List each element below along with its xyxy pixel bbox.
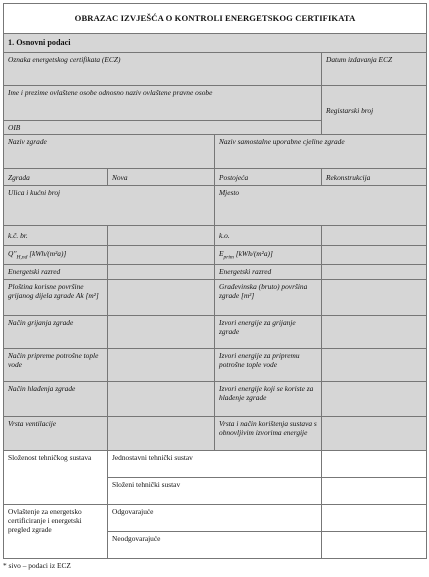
energy-class-label-left: Energetski razred bbox=[4, 265, 108, 279]
heating-energy-need-label: $Q''_{H,nd}$ [kWh/(m²a)] bbox=[4, 246, 108, 265]
cooling-sources-label: Izvori energije koji se koriste za hlađenje zgrade bbox=[215, 381, 322, 416]
energy-class-value-right[interactable] bbox=[322, 265, 427, 279]
option-inadequate[interactable]: Neodgovarajuće bbox=[108, 531, 322, 558]
complex-system-check[interactable] bbox=[322, 477, 427, 504]
inadequate-check[interactable] bbox=[322, 531, 427, 558]
hot-water-sources-value[interactable] bbox=[322, 348, 427, 381]
option-simple-system[interactable]: Jednostavni tehnički sustav bbox=[108, 450, 322, 477]
form-title: OBRAZAC IZVJEŠĆA O KONTROLI ENERGETSKOG CERTIFIKATA bbox=[4, 4, 427, 34]
heating-method-label: Način grijanja zgrade bbox=[4, 315, 108, 348]
option-existing-building[interactable]: Postojeća bbox=[215, 169, 322, 186]
registry-number-field[interactable]: Registarski broj bbox=[322, 86, 427, 135]
cadastral-municipality-value[interactable] bbox=[322, 226, 427, 246]
cadastral-municipality-label: k.o. bbox=[215, 226, 322, 246]
cooling-method-value[interactable] bbox=[108, 381, 215, 416]
authorization-label: Ovlaštenje za energetsko certificiranje i energetski pregled zgrade bbox=[4, 504, 108, 558]
cadastral-parcel-label: k.č. br. bbox=[4, 226, 108, 246]
hot-water-sources-label: Izvori energije za pripremu potrošne tople vode bbox=[215, 348, 322, 381]
footnote: * sivo – podaci iz ECZ bbox=[3, 560, 71, 570]
option-complex-system[interactable]: Složeni tehnički sustav bbox=[108, 477, 322, 504]
gross-area-label: Građevinska (bruto) površina zgrade [m²] bbox=[215, 279, 322, 315]
issue-date-field[interactable]: Datum izdavanja ECZ bbox=[322, 53, 427, 86]
system-complexity-label: Složenost tehničkog sustava bbox=[4, 450, 108, 504]
renewable-systems-value[interactable] bbox=[322, 416, 427, 450]
useful-area-value[interactable] bbox=[108, 279, 215, 315]
street-address-field[interactable]: Ulica i kućni broj bbox=[4, 186, 215, 226]
heating-method-value[interactable] bbox=[108, 315, 215, 348]
ventilation-type-label: Vrsta ventilacije bbox=[4, 416, 108, 450]
cooling-sources-value[interactable] bbox=[322, 381, 427, 416]
useful-area-label: Ploština korisne površine grijanog dijela zgrade Ak [m²] bbox=[4, 279, 108, 315]
unit-name-field[interactable]: Naziv samostalne uporabne cjeline zgrade bbox=[215, 135, 427, 169]
energy-class-label-right: Energetski razred bbox=[215, 265, 322, 279]
hot-water-method-value[interactable] bbox=[108, 348, 215, 381]
option-reconstruction[interactable]: Rekonstrukcija bbox=[322, 169, 427, 186]
report-form-table bbox=[3, 3, 427, 559]
cadastral-parcel-value[interactable] bbox=[108, 226, 215, 246]
heating-energy-sources-label: Izvori energije za grijanje zgrade bbox=[215, 315, 322, 348]
certificate-label-field[interactable]: Oznaka energetskog certifikata (ECZ) bbox=[4, 53, 322, 86]
primary-energy-value[interactable] bbox=[322, 246, 427, 265]
option-new-building[interactable]: Nova bbox=[108, 169, 215, 186]
gross-area-value[interactable] bbox=[322, 279, 427, 315]
section-heading-basic-data: 1. Osnovni podaci bbox=[4, 34, 427, 53]
report-form-page bbox=[3, 3, 426, 570]
renewable-systems-label: Vrsta i način korištenja sustava s obnovljivim izvorima energije bbox=[215, 416, 322, 450]
heating-energy-need-value[interactable] bbox=[108, 246, 215, 265]
building-name-field[interactable]: Naziv zgrade bbox=[4, 135, 215, 169]
ventilation-type-value[interactable] bbox=[108, 416, 215, 450]
place-field[interactable]: Mjesto bbox=[215, 186, 427, 226]
hot-water-method-label: Način pripreme potrošne tople vode bbox=[4, 348, 108, 381]
authorized-person-field[interactable]: Ime i prezime ovlaštene osobe odnosno naziv ovlaštene pravne osobe bbox=[4, 86, 322, 121]
adequate-check[interactable] bbox=[322, 504, 427, 531]
primary-energy-label: $E_{prim}$ [kWh/(m²a)] bbox=[215, 246, 322, 265]
energy-class-value-left[interactable] bbox=[108, 265, 215, 279]
oib-field[interactable]: OIB bbox=[4, 121, 322, 135]
heating-energy-sources-value[interactable] bbox=[322, 315, 427, 348]
cooling-method-label: Način hlađenja zgrade bbox=[4, 381, 108, 416]
option-adequate[interactable]: Odgovarajuće bbox=[108, 504, 322, 531]
simple-system-check[interactable] bbox=[322, 450, 427, 477]
building-type-label: Zgrada bbox=[4, 169, 108, 186]
